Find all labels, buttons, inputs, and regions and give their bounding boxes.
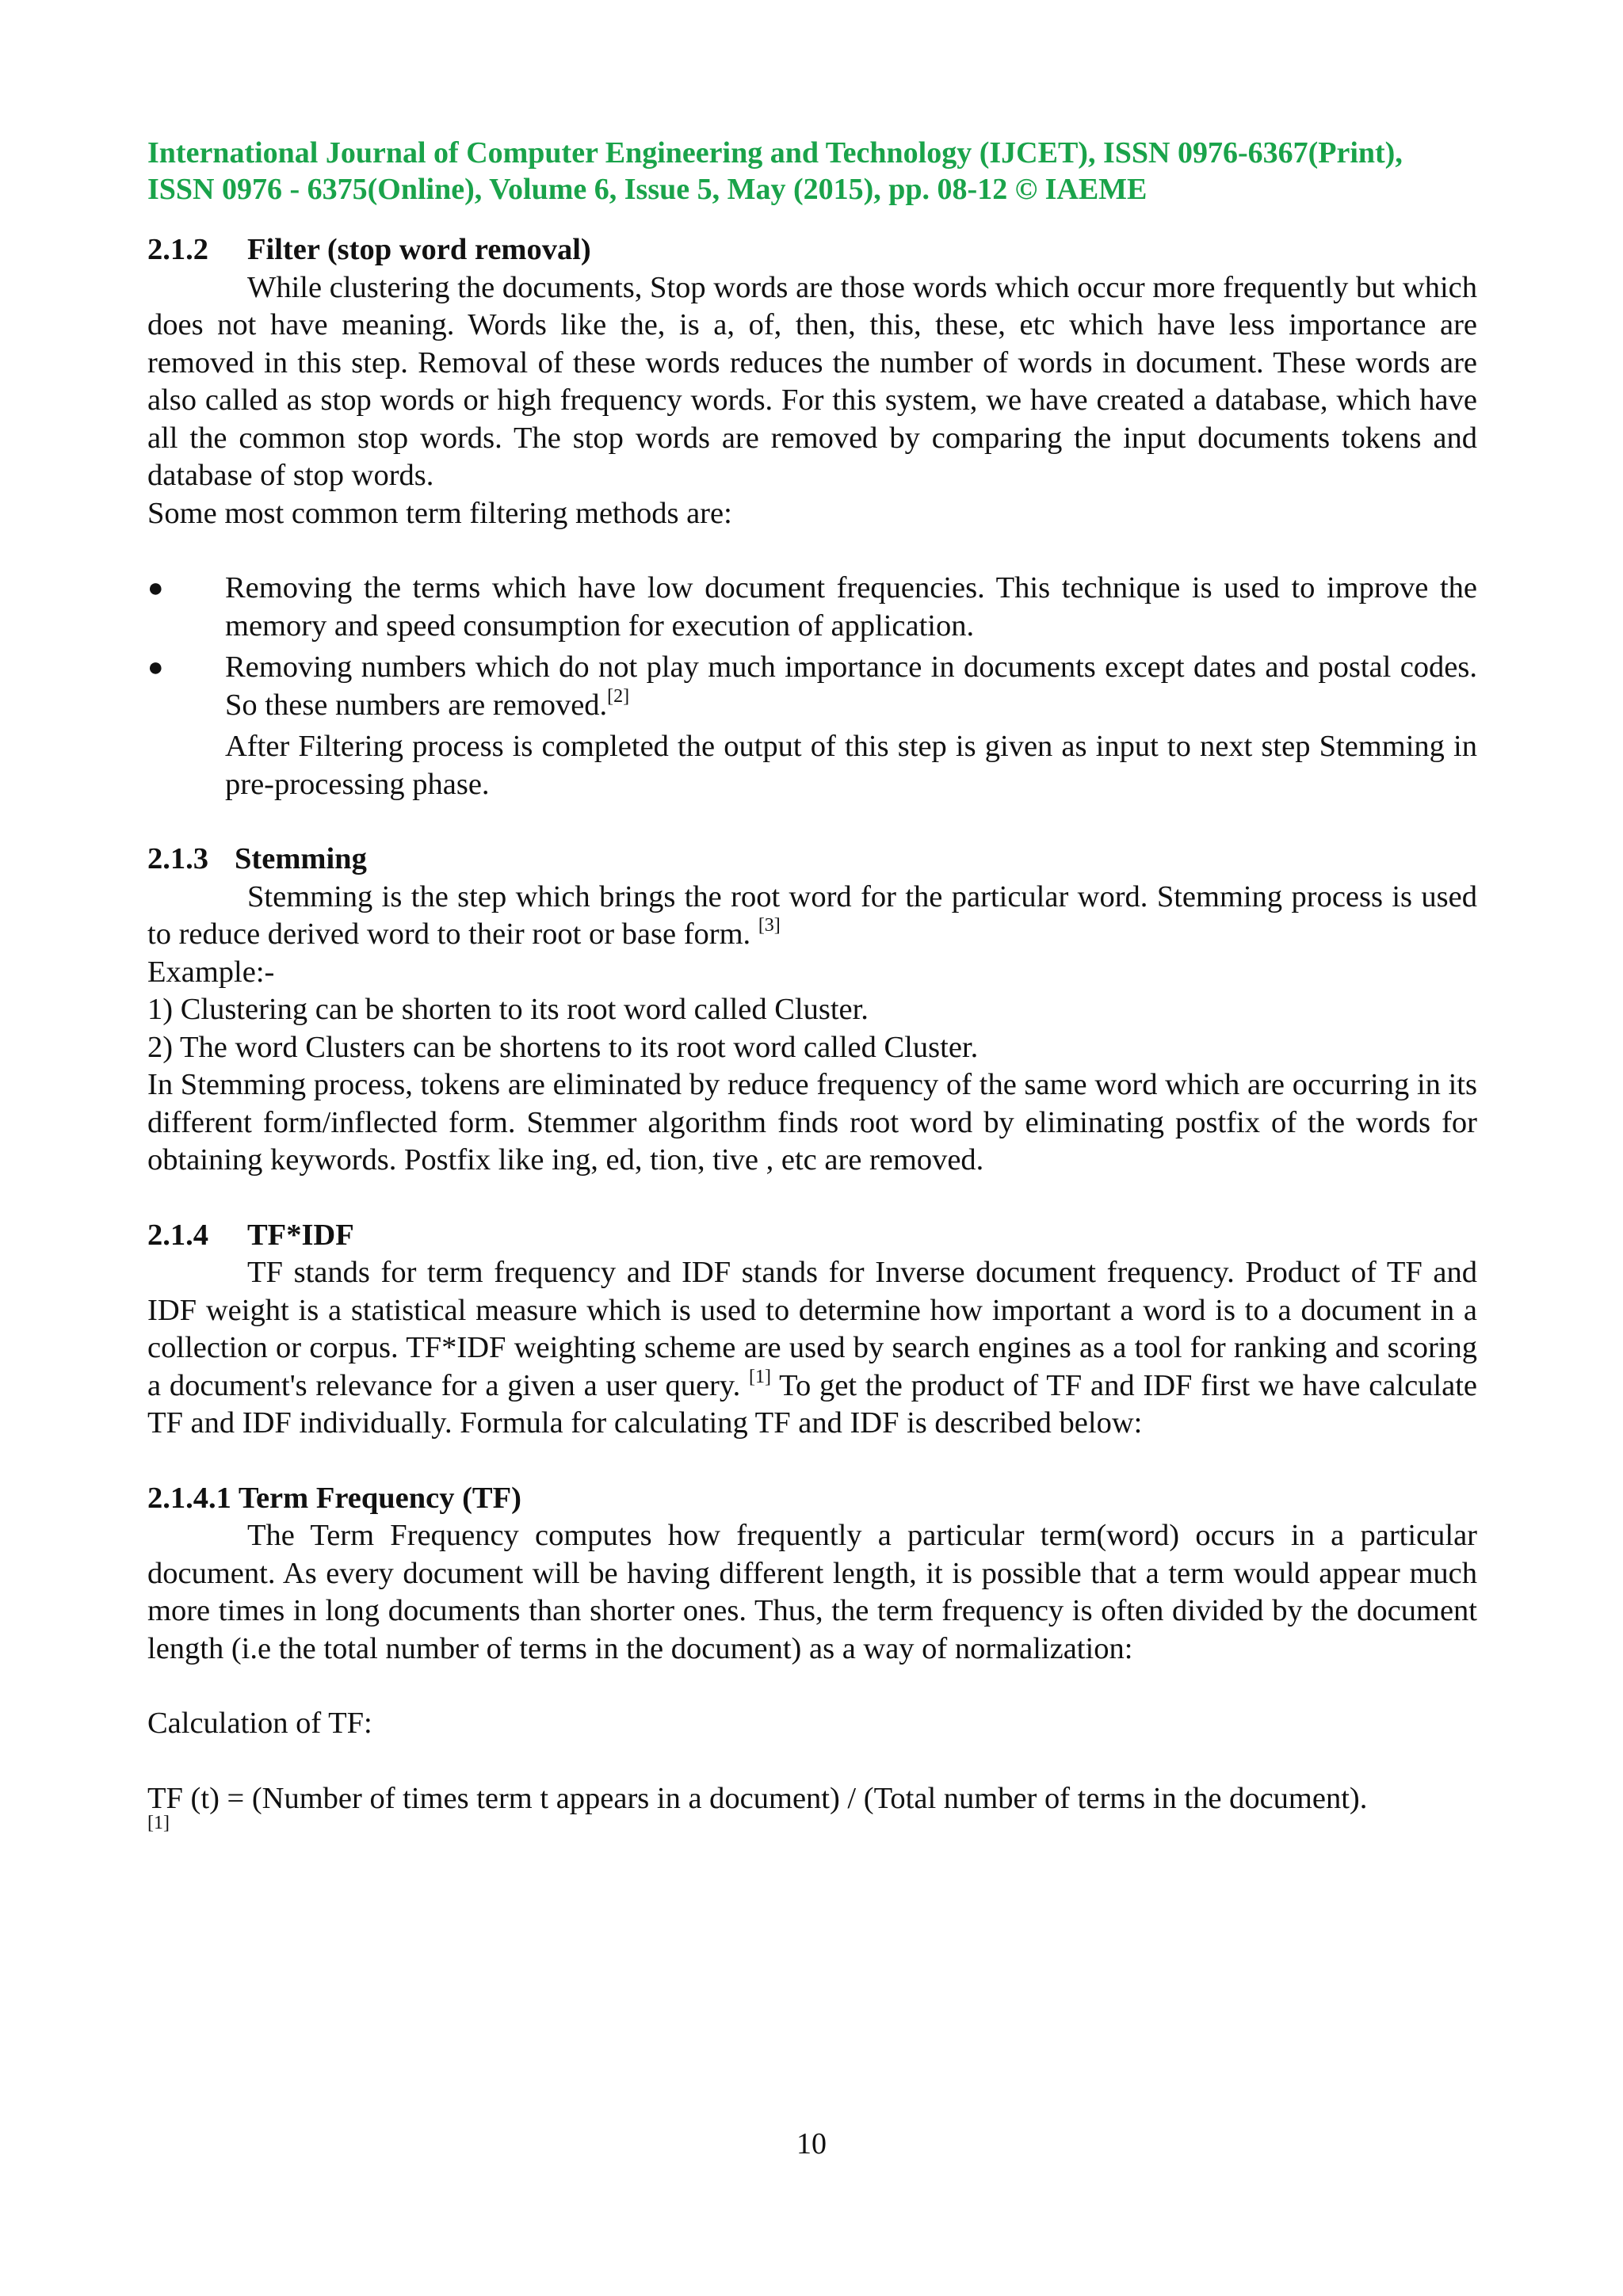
example-item: 2) The word Clusters can be shortens to its root word called Cluster. — [147, 1030, 979, 1064]
example-label: Example:- — [147, 955, 275, 989]
tf-calculation-label: Calculation of TF: — [147, 1707, 372, 1740]
citation: [1] — [147, 1813, 170, 1833]
citation: [2] — [607, 685, 630, 707]
journal-header-line-2: ISSN 0976 - 6375(Online), Volume 6, Issue 5, May (2015), pp. 08-12 © IAEME — [147, 173, 1148, 206]
bullet-icon: ● — [147, 574, 164, 603]
stemming-paragraph: Stemming is the step which brings the root word for the particular word. Stemming process is used to reduce derived word to their root or base form. [3] — [147, 879, 1477, 951]
list-item-text: Removing numbers which do not play much importance in documents except dates and postal codes. So these numbers are removed. — [225, 650, 1477, 722]
section-heading-tfidf — [147, 1217, 1477, 1255]
list-item — [147, 570, 1477, 645]
section-number: 2.1.4.1 — [147, 1481, 231, 1515]
section-heading-filter — [147, 231, 1477, 269]
section-heading-tf — [147, 1480, 1477, 1518]
citation: [1] — [749, 1366, 772, 1387]
section-title: TF*IDF — [247, 1218, 354, 1252]
page-number: 10 — [796, 2127, 827, 2161]
bullet-icon: ● — [147, 653, 164, 682]
tf-formula: TF (t) = (Number of times term t appears in a document) / (Total number of terms in the document). [1] — [147, 1780, 1477, 1834]
list-item — [147, 649, 1477, 724]
section-title: Filter (stop word removal) — [247, 233, 591, 266]
filter-paragraph: While clustering the documents, Stop words are those words which occur more frequently but which does not have meaning. Words like the, is a, of, then, this, these, etc which have less importance are removed in this step. Removal of these words reduces the number of words in document. These words are also called as stop words or high frequency words. For this system, we have created a database, which have all the common stop words. The stop words are removed by comparing the input documents tokens and database of stop words. — [147, 270, 1477, 492]
filter-methods-intro: Some most common term filtering methods are: — [147, 496, 732, 530]
tf-paragraph: The Term Frequency computes how frequently a particular term(word) occurs in a particular document. As every document will be having different length, it is possible that a term would appear much more times in long documents than shorter ones. Thus, the term frequency is often divided by the document length (i.e the total number of terms in the document) as a way of normalization: — [147, 1519, 1477, 1665]
section-number: 2.1.4 — [147, 1218, 208, 1252]
section-title: Term Frequency (TF) — [238, 1481, 521, 1515]
tfidf-paragraph: TF stands for term frequency and IDF stands for Inverse document frequency. Product of TF and IDF weight is a statistical measure which is used to determine how important a word is to a document in a collection or corpus. TF*IDF weighting scheme are used by search engines as a tool for ranking and scoring a document's relevance for a given a user query. [1] To get the product of TF and IDF first we have calculate TF and IDF individually. Formula for calculating TF and IDF is described below: — [147, 1256, 1477, 1440]
section-heading-stemming — [147, 841, 1477, 879]
journal-header — [147, 135, 1477, 208]
filter-methods-list — [147, 570, 1477, 724]
list-item-text: Removing the terms which have low document frequencies. This technique is used to improve the memory and speed consumption for execution of application. — [225, 571, 1477, 643]
journal-header-line-1: International Journal of Computer Engineering and Technology (IJCET), ISSN 0976-6367(Print), — [147, 136, 1403, 170]
citation: [3] — [758, 915, 781, 936]
section-title: Stemming — [235, 842, 367, 875]
filter-after-paragraph: After Filtering process is completed the output of this step is given as input to next step Stemming in pre-processing phase. — [225, 730, 1477, 801]
example-item: 1) Clustering can be shorten to its root word called Cluster. — [147, 993, 869, 1026]
section-number: 2.1.3 — [147, 842, 208, 875]
stemming-paragraph-2: In Stemming process, tokens are eliminated by reduce frequency of the same word which are occurring in its different form/inflected form. Stemmer algorithm finds root word by eliminating postfix of the words for obtaining keywords. Postfix like ing, ed, tion, tive , etc are removed. — [147, 1068, 1477, 1177]
section-number: 2.1.2 — [147, 233, 208, 266]
page-content — [147, 135, 1477, 1833]
